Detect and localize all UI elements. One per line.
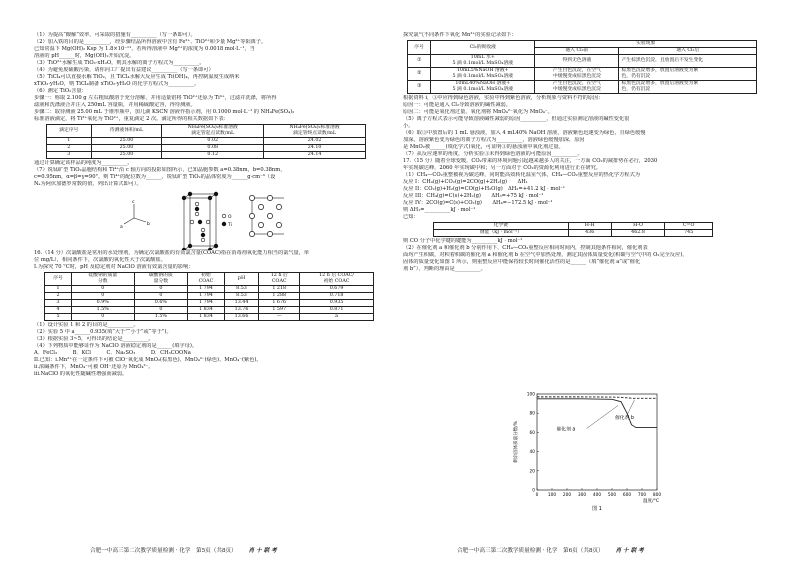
text-line: （1）为提高“酸解”效率，可采取的措施有__________（写一条即可）。 <box>34 32 196 38</box>
table-cell: 2 <box>45 293 72 300</box>
text-line: 步骤一：称取 2.100 g 左右粗钛酸溶于充分溶解，并用适量铝将 TiO²⁺还原为 Ti³⁺，过滤并洗涤，将所得 <box>34 95 277 101</box>
text-line: 步骤二：取待测液 25.00 mL 于锥形瓶中，加几滴 KSCN 溶液作指示剂，用 0.1000 mol·L⁻¹ 的 NH₄Fe(SO₄)₂ <box>34 109 295 115</box>
x-tick-label: 200 <box>562 493 572 498</box>
table-cell: NH₄Fe(SO₄)₂标准溶液 滴定管起点读数/mL <box>162 125 264 138</box>
left-top-text <box>34 32 385 123</box>
table-cell: 24.02 <box>264 138 366 145</box>
table-cell: 10mL5%NaOH 溶液+ 5 滴 0.1mol/L MnSO₄溶液 <box>431 68 535 81</box>
table-cell: 1 676 <box>259 300 300 307</box>
text-line: 已知常温下 Mg(OH)₂ Ksp 为 1.8×10⁻¹¹，若所得溶液中 Mg²⁺的浓度为 0.0018 mol·L⁻¹，当 <box>34 46 255 52</box>
table-cell: 13.76 <box>224 307 259 314</box>
table-cell: 24.10 <box>264 145 366 152</box>
x-tick-label: 0 <box>535 493 539 498</box>
text-line: 标准溶液滴定，将 Ti³⁺氧化为 TiO²⁺，重复滴定 2 次。滴定所得的相关数据如下表： <box>34 116 229 122</box>
text-line: 原因一：可能是通入 Cl₂导致溶液的碱性减弱。 <box>403 102 511 108</box>
crystal-legend <box>222 214 232 228</box>
table-row <box>47 138 366 145</box>
table-cell: 5 <box>45 314 72 321</box>
table-header-row <box>47 125 366 138</box>
mn-experiment-table <box>407 40 757 94</box>
series-line-1 <box>537 397 657 398</box>
table-cell: 得到无色溶液 <box>535 55 619 68</box>
table-cell: 产生棕黑色沉淀，且放置后不发生变化 <box>619 55 757 68</box>
text-line: 是 MnO₂被______(填化学式)氧化，可证明③的悬浊液中氧化剂过量。 <box>403 144 564 150</box>
y-axis-label: 剩余固体质量分数/% <box>514 421 519 463</box>
table-cell: 0 <box>134 286 188 293</box>
table-cell: 序号 <box>408 41 431 55</box>
mn-table-wrap <box>403 40 780 94</box>
x-tick-label: 700 <box>637 493 647 498</box>
table-cell: 1 834 <box>188 314 225 321</box>
table-cell: 1 218 <box>259 286 300 293</box>
table-cell: 1 834 <box>188 307 225 314</box>
titration-table-wrap <box>34 124 385 159</box>
right-page <box>397 0 794 562</box>
text-line: 反应 I：CH₄(g)+CO₂(g)=2CO(g)+2H₂(g) ΔH₁ <box>403 179 528 185</box>
left-watermark: 肖 十 联 考 <box>248 548 277 554</box>
right-a-text <box>403 95 780 158</box>
table-cell: 棕黑色沉淀增多，放置后溶液变为紫 色，仍有沉淀 <box>619 81 757 94</box>
table-cell: 1 794 <box>188 300 225 307</box>
text-line: （5）离子方程式表示可能导致溶液碱性减弱的原因__________，但通过实验测定溶液的碱性变化很 <box>403 116 630 122</box>
table-cell: 13.66 <box>224 314 259 321</box>
left-footer <box>90 546 277 554</box>
table-cell: ② <box>408 68 431 81</box>
text-line: 16.（14 分）次氯酸盐是常用的水处理剂，为确定次氯酸盐的有效氯含量(COAC)指在消毒剂氧化能力相当的氯气量，单 <box>34 250 310 256</box>
table-cell: — <box>259 314 300 321</box>
table-cell: 产生白色沉淀，在空气 中缓慢变成棕黑色沉淀 <box>535 81 619 94</box>
left-mid-text <box>34 160 385 188</box>
series-pointer-a <box>587 406 619 429</box>
text-line: ii.浓碱条件下，MnO₄⁻可被 OH⁻还原为 MnO₄²⁻。 <box>34 364 154 370</box>
table-cell: Cl₂的吸收液 <box>431 41 535 55</box>
text-line: （5）TiCl₄可以直接水解 TiO₂，且 TiCl₄水解大反应生成 Ti(OH)₄，再控制温度生成纳米 <box>34 74 240 80</box>
table-header-row <box>45 273 374 286</box>
text-line: 固体的质量变化如图 1 所示，则重整反应中能保持较长时间催化活性的是______（填“催化剂 a”或“催化 <box>403 259 641 265</box>
text-line: 17.（15 分）随着全球变暖，CO₂带来的环境问题引起越来越多人的关注，一方面 CO₂的减排势在必行，2030 <box>403 158 658 164</box>
table-cell: 滴定序号 <box>47 125 92 138</box>
legend-o-label: O <box>228 215 232 220</box>
series-pointer-b <box>627 400 635 415</box>
table-row <box>408 68 757 81</box>
table-row <box>45 300 374 307</box>
table-cell: 10mL40%NaOH 溶液+ 5 滴 0.1mol/L MnSO₄溶液 <box>431 81 535 94</box>
x-tick-label: 300 <box>577 493 587 498</box>
plot-frame <box>537 394 657 490</box>
table-cell: 化学键 <box>434 223 569 230</box>
table-row <box>47 152 366 159</box>
table-cell: 1 <box>47 138 92 145</box>
x-tick-label: 800 <box>652 493 662 498</box>
y-tick-label: 60 <box>529 430 535 436</box>
crystal-structure-svg <box>34 188 284 250</box>
text-line: 根据资料 i，③中应得到绿色溶液，实验中得到紫色溶液，分析现象与资料不符的原因： <box>403 95 604 101</box>
table-cell: 1 <box>45 286 72 293</box>
table-cell: 初始 COAC <box>188 273 225 286</box>
text-line: （7）从反应速率的角度，分析实验③未得到绿色溶液的可能原因__________。 <box>403 151 583 157</box>
table-row <box>45 307 374 314</box>
text-line: （3）TiO²⁺水解生成 TiO₂·xH₂O，则其水解的离子方程式为__________。 <box>34 60 205 66</box>
table-cell: ③ <box>408 81 431 94</box>
table-cell: 硅酸钠的质量 分数 <box>72 273 135 286</box>
table-cell: 745 <box>665 230 713 237</box>
table-row <box>408 55 757 68</box>
text-line: （1）CH₄—CO₂重整被视为碳达峰，同时能高效转化温室气体，CH₄—CO₂重整反应的热化学方程式为 <box>403 172 640 178</box>
x-tick-label: 600 <box>622 493 632 498</box>
unit-cell-icon <box>182 192 218 250</box>
text-line: 剂 b”），判断的理由是__________。 <box>403 266 486 272</box>
table-cell: 0 <box>134 307 188 314</box>
table-cell: 1.5% <box>72 307 135 314</box>
x-tick-label: 500 <box>607 493 617 498</box>
right-watermark: 肖 十 联 考 <box>615 548 644 554</box>
table-cell: 1 794 <box>188 286 225 293</box>
table-cell: 462.8 <box>611 230 665 237</box>
x-axis-label: 温度/°C <box>643 499 659 504</box>
table-cell: 8.53 <box>224 286 259 293</box>
table-cell: 2 <box>47 145 92 152</box>
y-tick-label: 0 <box>532 488 535 494</box>
right-footer <box>457 546 644 554</box>
table-cell: 0 <box>72 286 135 293</box>
question-17-text <box>403 158 780 221</box>
axis-b-label: b <box>147 222 150 227</box>
legend-ti-label: Ti <box>228 223 232 228</box>
table-cell: H-H <box>568 223 611 230</box>
text-line: 反应 IV：2CO(g)=C(s)+CO₂(g) ΔH₄=−172.5 kJ · mol⁻¹ <box>403 200 553 206</box>
series-label-b: 催化剂 b <box>615 415 634 421</box>
text-line: 滤液和洗涤液合并注入 250mL 容量瓶，并用稀硫酸定容，得待测液。 <box>34 102 196 108</box>
table-cell: 1.5% <box>134 314 188 321</box>
coac-table-wrap <box>34 272 385 321</box>
table-cell: a <box>300 314 374 321</box>
text-line: 位 mg/L），相同条件下，次氯酸的氧化性大于次氯酸盐。 <box>34 257 166 263</box>
table-cell: 12 h 后 COAC <box>259 273 300 286</box>
table-cell: ① <box>408 55 431 68</box>
text-line: 溶液的 pH______时，Mg(OH)₂开始沉淀。 <box>34 53 135 59</box>
table-row <box>45 314 374 321</box>
right-title: 探究氯气不同条件下氧化 Mn²⁺的实验记录如下： <box>403 32 517 38</box>
text-line: 加深。溶液紫色变为绿色的离子方程式为__________，溶液绿色缓慢加深，原因 <box>403 137 585 143</box>
table-cell: 碳酸钠的质 量分数 <box>134 273 188 286</box>
text-line: （4）为避免废硫酸污染，请你向工厂提出有益建议__________（写一条即可） <box>34 67 214 73</box>
right-footer-text: 合肥一中高三第二次教学质量检测 · 化学 第6页（共8页） <box>457 548 604 554</box>
text-line: iii.NaClO 的氧化性随碱性增强而减弱。 <box>34 371 128 377</box>
table-cell: 棕黑色沉淀增多，放置后溶液变为紫 色，仍有沉淀 <box>619 68 757 81</box>
x-tick-label: 400 <box>592 493 602 498</box>
series-label-a: 催化剂 a <box>556 427 576 433</box>
text-line: II.已知：i.Mn²⁺在一定条件下可被 ClO⁻氧化成 MnO₂(棕黑色)、MnO₄²⁻(绿色)、MnO₄⁻(紫色)。 <box>34 357 262 363</box>
table-cell: 3 <box>47 152 92 159</box>
question-16-text <box>34 250 385 271</box>
y-tick-label: 100 <box>526 392 535 398</box>
table-cell: 通入 Cl₂后 <box>619 48 757 55</box>
text-line: c=0.95nm，α=β=γ=90°，则 Ti⁴⁺的配位数为______，锐钛矿型 TiO₂的晶体密度为______g·cm⁻³（设 <box>34 174 276 180</box>
table-cell: 13.44 <box>224 300 259 307</box>
table-cell: NH₄Fe(SO₄)₂标准溶液 滴定管终点读数/mL <box>264 125 366 138</box>
table-cell: 1 597 <box>259 307 300 314</box>
table-cell: 1 288 <box>259 293 300 300</box>
chart-caption: 图 1 <box>592 506 602 512</box>
table-cell: 0.6% <box>134 300 188 307</box>
table-cell: 通入 Cl₂前 <box>535 48 619 55</box>
table-row <box>434 230 713 237</box>
table-cell: 0.08 <box>162 145 264 152</box>
table-cell: 0.12 <box>162 152 264 159</box>
right-b-text <box>403 238 780 273</box>
table-row <box>45 293 374 300</box>
text-line: 则 CO 分子中化学键的键能为__________kJ · mol⁻¹ <box>403 238 523 244</box>
table-cell: C=O <box>665 223 713 230</box>
mass-chart <box>507 388 677 532</box>
projection-icon <box>249 195 284 236</box>
y-tick-label: 40 <box>529 450 535 456</box>
mass-chart-svg <box>507 388 677 528</box>
table-cell: 4 <box>45 307 72 314</box>
table-cell: 0.679 <box>300 286 374 293</box>
coac-table <box>44 272 374 321</box>
text-line: A．FeCl₃ B．KCl C．Na₂SO₃ D．CH₃COONa <box>34 350 191 356</box>
x-tick-label: 100 <box>547 493 557 498</box>
table-cell: 3 <box>45 300 72 307</box>
axis-c-label: c <box>132 200 135 205</box>
bond-table-wrap <box>403 222 780 237</box>
table-cell: 0.935 <box>300 300 374 307</box>
table-cell: pH <box>224 273 259 286</box>
text-line: （6）取③中放置后的 1 mL 悬浊液，加入 4 mL40% NaOH 溶液，溶液紫色迅速变为绿色，且绿色缓慢 <box>403 130 646 136</box>
table-cell: 0.9% <box>72 300 135 307</box>
table-cell: 0.871 <box>300 307 374 314</box>
text-line: （4）下列物质中能够证作为 NaClO 溶液稳定剂的是______(填字母)。 <box>34 343 198 349</box>
table-cell: 10mL 水+ 5 滴 0.1mol/L MnSO₄溶液 <box>431 55 535 68</box>
table-cell: 25.00 <box>91 152 162 159</box>
text-line: 面均产生积碳，对积着积碳的催化剂 a 和催化剂 b 在空气中加热处理，测定其固体质量变化(积碳与空气中的 O₂完全反应)， <box>403 252 688 258</box>
text-line: 则 ΔH₁=__________kJ · mol⁻¹ <box>403 207 476 213</box>
table-cell: 0.02 <box>162 138 264 145</box>
text-line: （7）锐钛矿型 TiO₂晶胞结构和 Ti⁴⁺沿 c 轴方向的投影如图所示，已知晶胞参数 a=0.38nm，b=0.38nm， <box>34 167 286 173</box>
table-cell: 待测液体积/mL <box>91 125 162 138</box>
text-line: （2）实验 5 中 a______0.935(填“大于”“小于”或“等于”)。 <box>34 329 172 335</box>
left-bottom-text <box>34 322 385 378</box>
table-cell: 436 <box>568 230 611 237</box>
table-cell: 24.14 <box>264 152 366 159</box>
y-tick-label: 80 <box>529 411 535 417</box>
table-cell: H-O <box>611 223 665 230</box>
text-line: （3）根据实验 3~5，可得出的结论是__________。 <box>34 336 154 342</box>
titration-table <box>46 124 366 159</box>
table-header-row <box>408 41 757 48</box>
table-cell: 1 794 <box>188 293 225 300</box>
text-line: 通过计算确定该样品的纯度为__________。 <box>34 160 133 166</box>
table-cell: 键能（kJ · mol⁻¹） <box>434 230 569 237</box>
text-line: 反应 II：CO₂(g)+H₂(g)=CO(g)+H₂O(g) ΔH₂=+41.2 kJ · mol⁻¹ <box>403 186 565 192</box>
table-cell: 25.00 <box>91 138 162 145</box>
table-cell: 0 <box>72 293 135 300</box>
table-cell: 25.00 <box>91 145 162 152</box>
text-line: 已知： <box>403 214 419 220</box>
text-line: （1）设计实验 1 和 2 的目的是__________。 <box>34 322 139 328</box>
text-line: （6）测定 TiO₂含量： <box>34 88 87 94</box>
text-line: 年实现碳达峰，2060 年实现碳中和；另一方面对于 CO₂的资源化利用进行正在研究。 <box>403 165 601 171</box>
table-row <box>47 145 366 152</box>
text-line: （2）在催化剂 a 和催化剂 b 分别作用下，CH₄—CO₂重整反应相同时间内，控制其他条件相同，催化剂表 <box>403 245 648 251</box>
table-cell: 12 h 后 COAC/ 初始 COAC <box>300 273 374 286</box>
text-line: 小。 <box>403 123 414 129</box>
table-cell: 0 <box>134 293 188 300</box>
table-cell: 序号 <box>45 273 72 286</box>
table-row <box>408 81 757 94</box>
text-line: Nₐ为阿伏加德罗常数的值，列出计算式即可）。 <box>34 181 142 187</box>
series-line-0 <box>537 399 657 428</box>
y-tick-label: 20 <box>529 469 535 475</box>
axes-icon <box>120 200 150 230</box>
table-header-row <box>434 223 713 230</box>
table-cell: 0.718 <box>300 293 374 300</box>
table-cell: 8.53 <box>224 293 259 300</box>
table-cell: 产生白色沉淀，在空气 中缓慢变成棕黑色沉淀 <box>535 68 619 81</box>
left-footer-text: 合肥一中高三第二次教学质量检测 · 化学 第5页（共8页） <box>90 548 237 554</box>
table-cell: 0 <box>72 314 135 321</box>
text-line: （2）加入铁的目的是__________，经步骤结晶所得溶液中含有 Fe²⁺、TiO²⁺和少量 Mg²⁺等阳离子。 <box>34 39 267 45</box>
bond-energy-table <box>433 222 713 237</box>
text-line: 原因二：可能是氧化剂过量，氧化剂将 MnO₄²⁻氧化为 MnO₄⁻。 <box>403 109 553 115</box>
table-cell: 实验现象 <box>535 41 757 48</box>
text-line: xTiO₂·yH₂O，则 TiCl₄制备 xTiO₂·yH₂O 的化学方程式为__________。 <box>34 81 200 87</box>
text-line: 反应 III：CH₄(g)=C(s)+2H₂(g) ΔH₃=+75 kJ · mol⁻¹ <box>403 193 544 199</box>
axis-a-label: a <box>120 225 123 230</box>
table-row <box>45 286 374 293</box>
text-line: I.为探究 70 °C时，pH 及稳定剂对 NaClO 溶液有效氯含量的影响： <box>34 264 194 270</box>
crystal-figure <box>34 188 385 250</box>
